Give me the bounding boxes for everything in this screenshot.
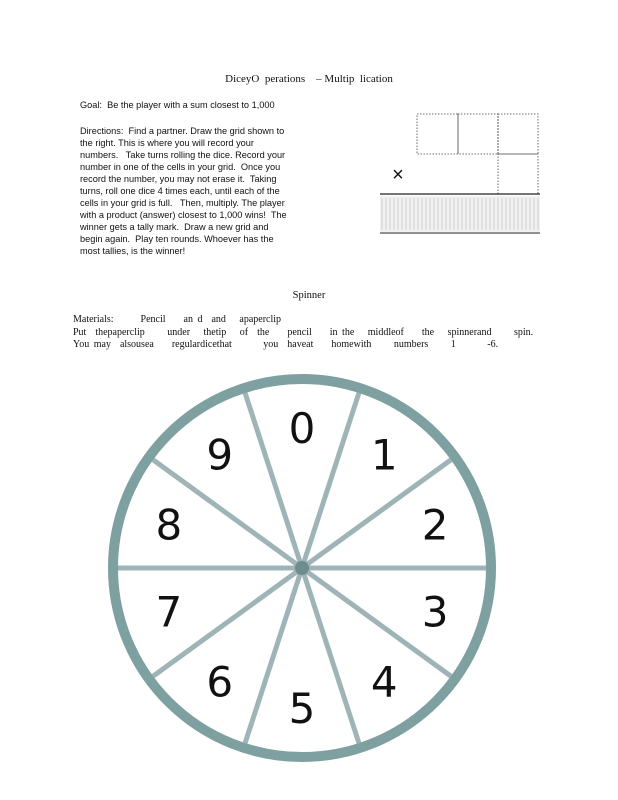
spinner-number-4: 4 — [370, 657, 398, 707]
spinner-heading: Spinner — [292, 290, 326, 301]
grid-cell-hundreds — [417, 114, 458, 154]
spinner-number-7: 7 — [155, 587, 183, 637]
directions-line: number in one of the cells in your grid. Once you — [80, 162, 281, 172]
spinner-number-9: 9 — [206, 430, 234, 480]
grid-cell-multiplier — [498, 154, 538, 194]
spinner-number-1: 1 — [370, 430, 398, 480]
directions-text — [80, 125, 300, 257]
directions-line: winner gets a tally mark. Draw a new grid and — [80, 222, 269, 232]
spinner-number-6: 6 — [206, 657, 234, 707]
directions-line: Directions: Find a partner. Draw the grid shown to — [80, 126, 285, 136]
directions-line: most tallies, is the winner! — [80, 246, 186, 256]
answer-row-shading — [380, 196, 540, 232]
spinner-number-3: 3 — [421, 587, 449, 637]
grid-cell-tens — [458, 114, 498, 154]
directions-line: with a product (answer) closest to 1,000 wins! The — [80, 210, 287, 220]
materials-line: Materials: Pencil an d and apaperclip — [73, 314, 282, 325]
directions-line: numbers. Take turns rolling the dice. Record your — [80, 150, 286, 160]
spinner-hub — [295, 561, 309, 575]
spinner-number-5: 5 — [288, 684, 316, 733]
directions-line: the right. This is where you will record your — [80, 138, 254, 148]
directions-line: record the number, you may not erase it. Taking — [80, 174, 277, 184]
multiplication-grid — [376, 112, 546, 238]
directions-line: turns, roll one dice 4 times each, until each of the — [80, 186, 280, 196]
materials-line: Put thepaperclip under thetip of the pencil in the middleof the spinnerand spin. — [73, 326, 534, 338]
directions-line: begin again. Play ten rounds. Whoever has the — [80, 234, 274, 244]
spinner-number-2: 2 — [421, 500, 449, 550]
goal-text: Goal: Be the player with a sum closest to 1,000 — [80, 100, 275, 110]
materials-text — [73, 314, 534, 352]
spinner-wheel — [104, 366, 510, 776]
spinner-number-8: 8 — [155, 500, 183, 550]
page-title: DiceyO perations – Multip lication — [225, 73, 393, 85]
grid-cell-ones — [498, 114, 538, 154]
materials-line: You may alsousea regulardicethat you haveat homewith numbers 1 -6. — [73, 339, 499, 350]
directions-line: cells in your grid is full. Then, multiply. The player — [80, 198, 285, 208]
spinner-number-0: 0 — [288, 404, 316, 453]
multiply-symbol: × — [392, 164, 404, 186]
